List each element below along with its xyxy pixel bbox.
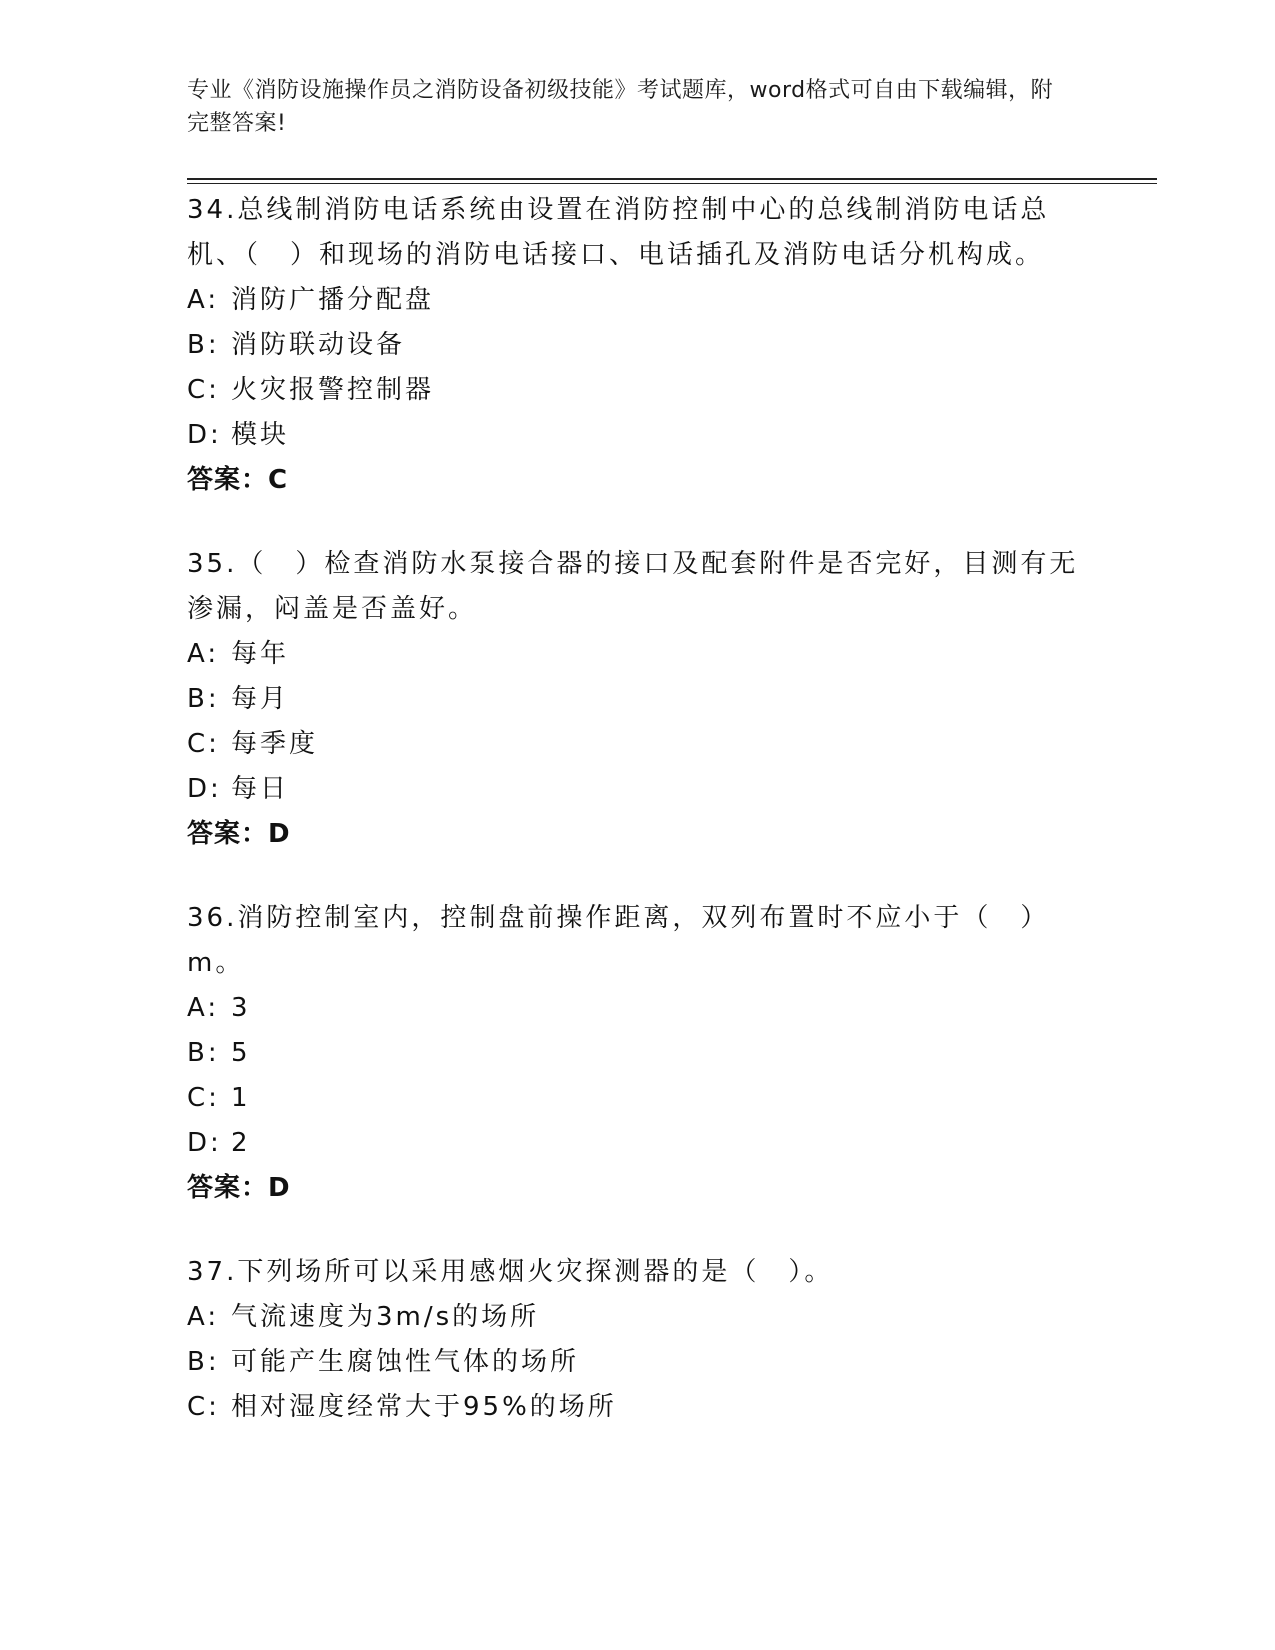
option-key: B:	[187, 330, 220, 360]
option-c	[187, 1385, 1087, 1430]
question-stem: 35.（ ）检查消防水泵接合器的接口及配套附件是否完好，目测有无渗漏，闷盖是否盖好。	[187, 549, 1079, 624]
option-c	[187, 368, 1087, 413]
answer-text: 答案：D	[187, 819, 291, 849]
answer-text: 答案：C	[187, 465, 289, 495]
header-divider-thick	[187, 178, 1157, 180]
option-key: D:	[187, 420, 222, 450]
option-text: 相对湿度经常大于95%的场所	[231, 1392, 617, 1422]
option-key: B:	[187, 684, 220, 714]
option-b	[187, 1031, 1087, 1076]
option-text: 模块	[231, 420, 290, 450]
option-key: C:	[187, 729, 220, 759]
question-37	[187, 1250, 1087, 1430]
option-key: C:	[187, 1392, 220, 1422]
option-b	[187, 323, 1087, 368]
option-key: B:	[187, 1038, 220, 1068]
option-text: 1	[231, 1083, 251, 1113]
option-d	[187, 413, 1087, 458]
option-key: C:	[187, 1083, 220, 1113]
question-34	[187, 188, 1087, 503]
option-d	[187, 767, 1087, 812]
question-list	[187, 188, 1087, 1469]
option-c	[187, 722, 1087, 767]
option-text: 消防广播分配盘	[231, 285, 435, 315]
option-text: 每日	[231, 774, 290, 804]
option-text: 每年	[231, 639, 290, 669]
question-stem: 36.消防控制室内，控制盘前操作距离，双列布置时不应小于（ ）m。	[187, 903, 1050, 978]
option-key: C:	[187, 375, 220, 405]
header-divider-thin	[187, 183, 1157, 184]
option-key: D:	[187, 774, 222, 804]
question-stem: 37.下列场所可以采用感烟火灾探测器的是（ ）。	[187, 1257, 834, 1287]
option-key: A:	[187, 285, 220, 315]
option-text: 火灾报警控制器	[231, 375, 435, 405]
option-key: B:	[187, 1347, 220, 1377]
option-c	[187, 1076, 1087, 1121]
document-header: 专业《消防设施操作员之消防设备初级技能》考试题库，word格式可自由下载编辑，附完整答案!	[187, 78, 1054, 136]
question-35	[187, 542, 1087, 857]
option-a	[187, 632, 1087, 677]
option-text: 5	[231, 1038, 251, 1068]
question-stem: 34.总线制消防电话系统由设置在消防控制中心的总线制消防电话总机、（ ）和现场的消防电话接口、电话插孔及消防电话分机构成。	[187, 195, 1050, 270]
option-a	[187, 1295, 1087, 1340]
option-b	[187, 677, 1087, 722]
option-text: 3	[231, 993, 251, 1023]
option-key: A:	[187, 1302, 220, 1332]
option-key: A:	[187, 639, 220, 669]
option-text: 气流速度为3m/s的场所	[231, 1302, 540, 1332]
question-36	[187, 896, 1087, 1211]
option-key: A:	[187, 993, 220, 1023]
option-a	[187, 986, 1087, 1031]
option-key: D:	[187, 1128, 222, 1158]
option-text: 消防联动设备	[231, 330, 406, 360]
option-text: 每季度	[231, 729, 319, 759]
answer-text: 答案：D	[187, 1173, 291, 1203]
option-text: 可能产生腐蚀性气体的场所	[231, 1347, 580, 1377]
option-text: 2	[231, 1128, 251, 1158]
option-a	[187, 278, 1087, 323]
option-d	[187, 1121, 1087, 1166]
option-b	[187, 1340, 1087, 1385]
option-text: 每月	[231, 684, 290, 714]
